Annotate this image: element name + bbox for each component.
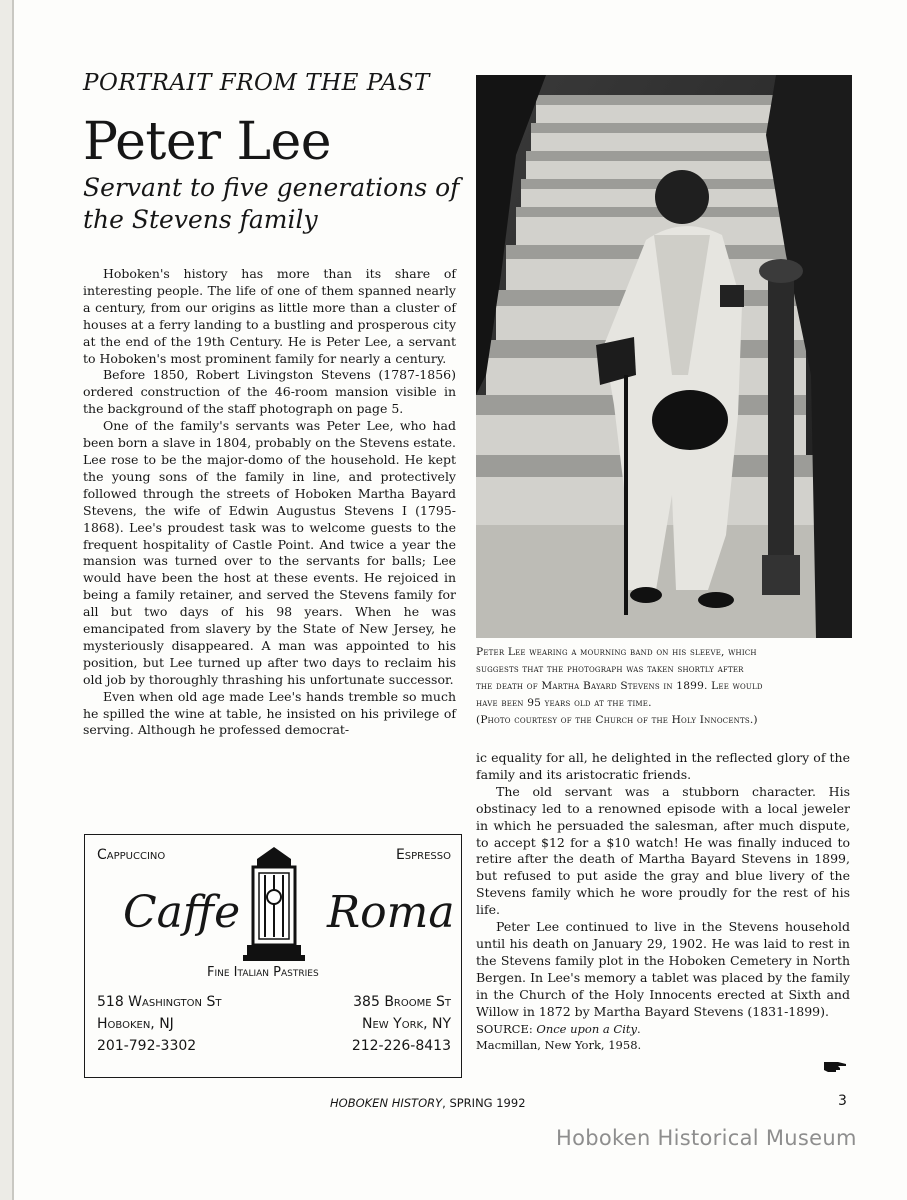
caption-line: the death of Martha Bayard Stevens in 1899. Lee would: [476, 680, 763, 692]
paragraph: Hoboken's history has more than its share of interesting people. The life of one of them spanned nearly a century, from our origins as little more than a cluster of houses at a ferry landing to a bustling and prosperous city at the end of the 19th Century. He is Peter Lee, a servant to Hoboken's most prominent family for nearly a century.: [83, 266, 456, 366]
source-title: Once upon a City: [536, 1021, 637, 1036]
caption-line: (Photo courtesy of the Church of the Holy Innocents.): [476, 714, 758, 726]
ad-tagline: Fine Italian Pastries: [207, 965, 319, 980]
source-citation: SOURCE: Once upon a City. Macmillan, New York, 1958.: [476, 1021, 642, 1052]
ad-brand-roma: Roma: [327, 887, 455, 938]
ad-street: 518 Washington St: [97, 994, 222, 1010]
paragraph: Peter Lee continued to live in the Stevens household until his death on January 29, 1902. He was laid to rest in the Stevens family plot in the Hoboken Cemetery in North Bergen. In Lee's memory a tablet was placed by the family in the Church of the Holy Innocents erected at Sixth and Willow in 1872 by Martha Bayard Stevens (1831-1899).: [476, 919, 850, 1019]
ad-city: New York, NY: [362, 1016, 451, 1032]
pointing-hand-icon: [822, 1058, 848, 1074]
paragraph: Before 1850, Robert Livingston Stevens (1787-1856) ordered construction of the 46-room mansion visible in the background of the staff photograph on page 5.: [83, 367, 456, 417]
ad-brand-caffe: Caffe: [123, 887, 241, 938]
magazine-issue: , SPRING 1992: [442, 1096, 526, 1110]
section-kicker: PORTRAIT FROM THE PAST: [83, 70, 430, 96]
page-footer: [330, 1096, 526, 1110]
ad-city: Hoboken, NJ: [97, 1016, 174, 1032]
photo-caption: [476, 644, 856, 729]
source-publisher: Macmillan, New York, 1958.: [476, 1037, 642, 1052]
binding-line: [12, 0, 14, 1200]
ad-address-newyork: [352, 991, 451, 1057]
museum-watermark: Hoboken Historical Museum: [556, 1126, 857, 1150]
caption-line: have been 95 years old at the time.: [476, 697, 652, 709]
paragraph: One of the family's servants was Peter Lee, who had been born a slave in 1804, probably on the Stevens estate. Lee rose to be the major-domo of the household. He kept the young sons of the family in line, and protectively followed through the streets of Hoboken Martha Bayard Stevens, the wife of Edwin Augustus Stevens I (1795-1868). Lee's proudest task was to welcome guests to the frequent hospitality of Castle Point. And twice a year the mansion was turned over to the servants for balls; Lee would have been the host at these events. He rejoiced in being a family retainer, and served the Stevens family for all but two days of his 98 years. When he was emancipated from slavery by the State of New Jersey, he mysteriously disappeared. A man was appointed to his position, but Lee turned up after two days to reclaim his old job by thoroughly thrashing his unfortunate successor.: [83, 418, 456, 687]
paragraph: ic equality for all, he delighted in the reflected glory of the family and its aristocratic friends.: [476, 750, 850, 782]
article-title: Peter Lee: [83, 112, 332, 172]
page-number: 3: [838, 1093, 847, 1109]
paragraph: Even when old age made Lee's hands tremble so much he spilled the wine at table, he insisted on his privilege of serving. Although he professed democrat-: [83, 688, 456, 738]
caption-line: Peter Lee wearing a mourning band on his sleeve, which: [476, 646, 757, 658]
ad-phone: 212-226-8413: [351, 1038, 451, 1054]
espresso-machine-icon: [239, 845, 309, 965]
article-column-right: [476, 750, 850, 1053]
historic-photo: [476, 75, 852, 638]
binding-edge: [0, 0, 12, 1200]
ad-tag-cappuccino: Cappuccino: [97, 847, 166, 863]
caption-line: suggests that the photograph was taken shortly after: [476, 663, 744, 675]
article-subtitle: Servant to five generations of the Stevens family: [83, 173, 460, 234]
photo-illustration: [476, 75, 852, 638]
paragraph: The old servant was a stubborn character. His obstinacy led to a renowned episode with a local jeweler in which he persuaded the salesman, after much dispute, to accept $12 for a $10 watch! He was finally induced to retire after the death of Martha Bayard Stevens in 1899, but refused to put aside the gray and blue livery of the Stevens family which he wore proudly for the rest of his life.: [476, 783, 850, 918]
caffe-roma-advertisement: [84, 834, 462, 1078]
ad-address-hoboken: [97, 991, 221, 1057]
source-label: SOURCE:: [476, 1021, 533, 1036]
article-column-left: [83, 266, 456, 739]
magazine-name: HOBOKEN HISTORY: [330, 1096, 443, 1110]
ad-phone: 201-792-3302: [97, 1038, 197, 1054]
ad-street: 385 Broome St: [353, 994, 451, 1010]
ad-tag-espresso: Espresso: [395, 847, 451, 863]
